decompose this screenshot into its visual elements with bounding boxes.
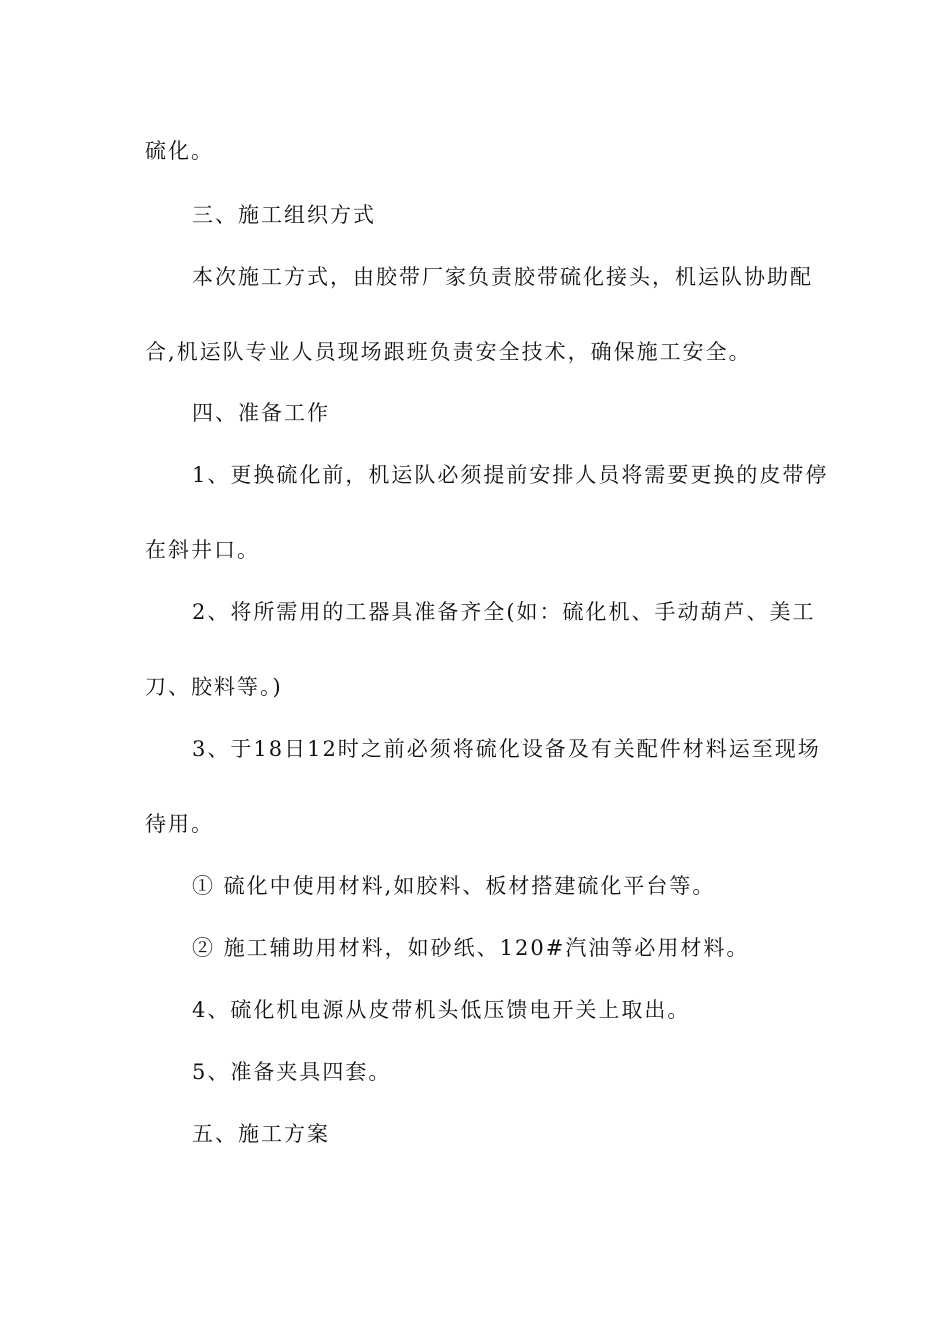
paragraph-line: 合,机运队专业人员现场跟班负责安全技术，确保施工安全。 bbox=[145, 340, 752, 364]
list-item-3-continuation: 待用。 bbox=[145, 812, 214, 836]
paragraph-continuation: 硫化。 bbox=[145, 139, 214, 163]
section-heading-3: 三、施工组织方式 bbox=[192, 203, 376, 227]
list-item-1-continuation: 在斜井口。 bbox=[145, 538, 260, 562]
list-item-3: 3、于18日12时之前必须将硫化设备及有关配件材料运至现场 bbox=[192, 737, 821, 761]
sub-item-1: ① 硫化中使用材料,如胶料、板材搭建硫化平台等。 bbox=[192, 874, 716, 898]
list-item-1: 1、更换硫化前，机运队必须提前安排人员将需要更换的皮带停 bbox=[192, 463, 829, 487]
section-heading-4: 四、准备工作 bbox=[192, 401, 330, 425]
list-item-2: 2、将所需用的工器具准备齐全(如：硫化机、手动葫芦、美工 bbox=[192, 600, 816, 624]
section-heading-5: 五、施工方案 bbox=[192, 1122, 330, 1146]
list-item-5: 5、准备夹具四套。 bbox=[192, 1060, 392, 1084]
paragraph-line: 本次施工方式，由胶带厂家负责胶带硫化接头，机运队协助配 bbox=[192, 265, 813, 289]
sub-item-2: ② 施工辅助用材料，如砂纸、120#汽油等必用材料。 bbox=[192, 936, 750, 960]
list-item-2-continuation: 刀、胶料等。) bbox=[145, 675, 283, 699]
list-item-4: 4、硫化机电源从皮带机头低压馈电开关上取出。 bbox=[192, 998, 691, 1022]
